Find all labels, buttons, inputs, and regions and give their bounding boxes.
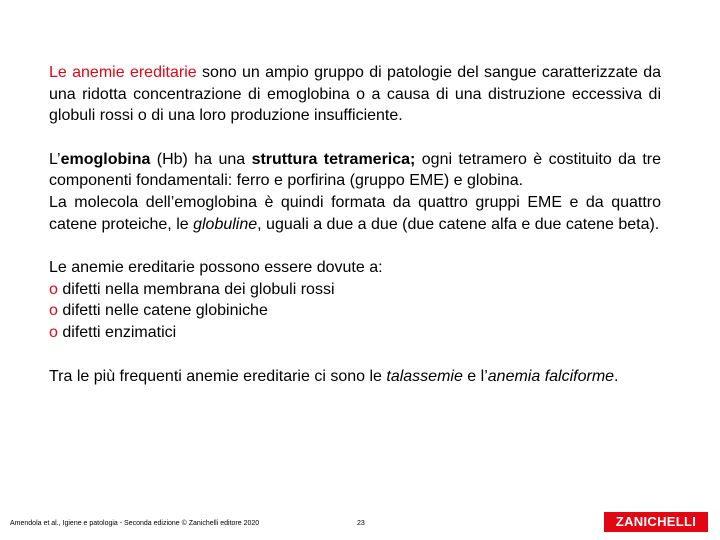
- bullet-icon: o: [49, 302, 58, 320]
- text: e l’: [462, 367, 488, 385]
- bullet-icon: o: [49, 280, 58, 298]
- paragraph-frequent: [49, 366, 661, 388]
- footer: [0, 512, 720, 540]
- highlight-term: Le anemie ereditarie: [49, 64, 197, 81]
- list-item-text: difetti nelle catene globiniche: [62, 302, 268, 320]
- term-anemia-falciforme: anemia falciforme: [487, 367, 615, 385]
- list-intro: Le anemie ereditarie possono essere dovute a:: [49, 259, 383, 277]
- page-number: 23: [357, 520, 365, 527]
- list-item: [49, 300, 661, 322]
- text: Tra le più frequenti anemie ereditarie ci sono le: [49, 367, 387, 385]
- paragraph-intro-text: sono un ampio gruppo di patologie del sangue caratterizzate da una ridotta concentrazione di emoglobina o a causa di una distruzione eccessiva di globuli rossi o di una loro produzione insufficiente.: [49, 64, 661, 125]
- text: L’: [49, 150, 61, 168]
- term-struttura-tetramerica: struttura tetramerica;: [251, 150, 416, 168]
- text: ogni tetramero è costituito da tre componenti fondamentali: ferro e porfirina (gruppo EME) e globina.: [49, 150, 662, 190]
- term-talassemie: talassemie: [386, 367, 463, 385]
- term-globuline: globuline: [193, 215, 258, 233]
- publisher-logo: ZANICHELLI: [604, 512, 708, 532]
- paragraph-intro: [49, 62, 661, 127]
- bullet-icon: o: [49, 323, 58, 341]
- text: , uguali a due a due (due catene alfa e due catene beta).: [257, 215, 660, 233]
- term-emoglobina: emoglobina: [60, 150, 151, 168]
- footer-credit: Amendola et al., Igiene e patologia - Seconda edizione © Zanichelli editore 2020: [10, 520, 260, 527]
- slide-body: [49, 62, 661, 387]
- list-item: [49, 279, 661, 301]
- text: La molecola dell’emoglobina è quindi formata da quattro gruppi EME e da quattro catene proteiche, le: [49, 193, 661, 233]
- list-item-text: difetti enzimatici: [62, 323, 177, 341]
- text: .: [614, 367, 619, 385]
- paragraph-hemoglobin: [49, 149, 661, 192]
- paragraph-molecule: [49, 192, 661, 235]
- list-item-text: difetti nella membrana dei globuli rossi: [62, 280, 335, 298]
- cause-list: [49, 279, 661, 344]
- list-item: [49, 322, 661, 344]
- text: (Hb) ha una: [150, 150, 252, 168]
